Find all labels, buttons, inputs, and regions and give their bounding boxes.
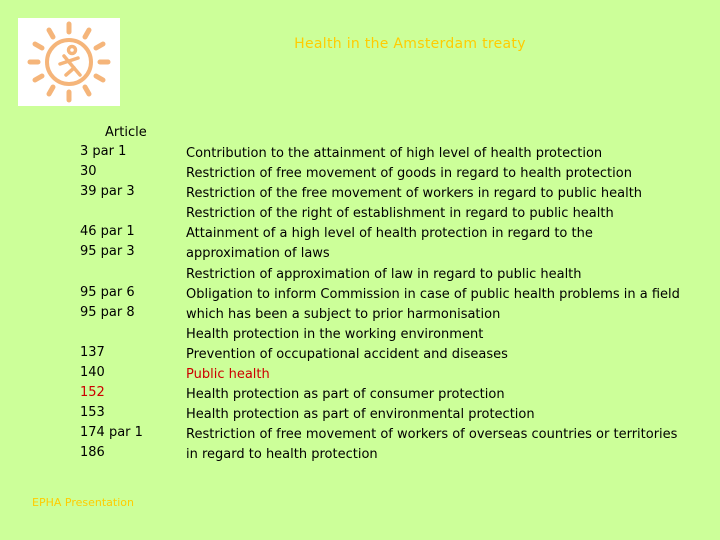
article-description: Prevention of occupational accident and diseases: [186, 346, 508, 362]
article-description: Health protection in the working environment: [186, 326, 484, 342]
article-ref: 174 par 1: [80, 425, 143, 441]
article-ref: 30: [80, 164, 97, 180]
article-ref: 152: [80, 385, 105, 401]
epha-logo: [18, 18, 120, 106]
article-list: [80, 124, 180, 464]
article-description: Obligation to inform Commission in case of public health problems in a field which has been a subject to prior harmonisation: [186, 286, 680, 322]
description-list: [186, 144, 686, 466]
article-ref: 95 par 3: [80, 244, 135, 260]
article-description: Restriction of free movement of goods in regard to health protection: [186, 166, 632, 182]
article-ref: 186: [80, 445, 105, 461]
article-ref: 137: [80, 344, 105, 360]
article-ref: 3 par 1: [80, 144, 127, 159]
article-ref: 140: [80, 365, 105, 381]
article-ref: 46 par 1: [80, 224, 135, 240]
article-spacer: [80, 202, 180, 222]
article-description: Public health: [186, 367, 270, 383]
article-ref: 95 par 6: [80, 284, 135, 300]
article-description: Attainment of a high level of health protection in regard to the approximation of laws: [186, 226, 593, 262]
article-spacer: [80, 263, 180, 283]
article-ref: 95 par 8: [80, 304, 135, 320]
article-description: Restriction of approximation of law in regard to public health: [186, 266, 582, 282]
article-description: Restriction of free movement of workers of overseas countries or territories in regard to health protection: [186, 427, 678, 463]
article-ref: 153: [80, 405, 105, 421]
page-title: Health in the Amsterdam treaty: [294, 36, 526, 52]
footer-label: EPHA Presentation: [32, 496, 134, 509]
article-description: Restriction of the right of establishment in regard to public health: [186, 206, 614, 222]
sun-figure-icon: [18, 18, 120, 106]
article-header: Article: [105, 125, 147, 140]
article-spacer: [80, 323, 180, 343]
article-description: Health protection as part of environmental protection: [186, 407, 535, 423]
article-description: Contribution to the attainment of high level of health protection: [186, 146, 603, 161]
article-description: Restriction of the free movement of workers in regard to public health: [186, 186, 643, 202]
article-ref: 39 par 3: [80, 184, 135, 200]
article-description: Health protection as part of consumer protection: [186, 387, 505, 403]
